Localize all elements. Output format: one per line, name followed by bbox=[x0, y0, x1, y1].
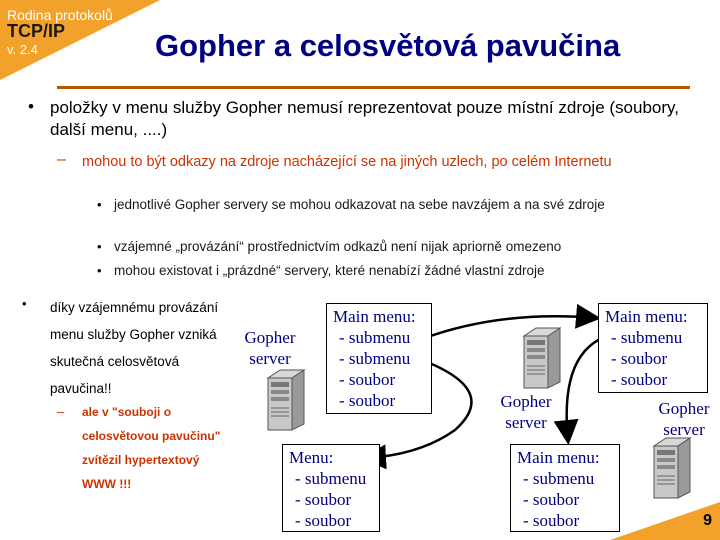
bullet-left-marker: • bbox=[22, 296, 27, 311]
bullet-level1-text: položky v menu služby Gopher nemusí reprezentovat pouze místní zdroje (soubory, další menu, ....) bbox=[50, 98, 679, 139]
menu-item: - soubor bbox=[339, 370, 396, 389]
main-menu-box bbox=[598, 303, 708, 393]
server-icon bbox=[518, 326, 566, 390]
bullet-left-sub-marker: – bbox=[57, 404, 65, 419]
bullet-level3-text: vzájemné „provázání“ prostřednictvím odkazů není nijak apriorně omezeno bbox=[114, 239, 562, 254]
menu-title: Main menu: bbox=[333, 307, 416, 326]
bullet-level2-marker: – bbox=[57, 151, 66, 168]
menu-item: - soubor bbox=[295, 511, 352, 530]
gopher-server-label: Gopher server bbox=[658, 399, 710, 439]
bullet-level2-text: mohou to být odkazy na zdroje nacházející se na jiných uzlech, po celém Internetu bbox=[82, 154, 612, 170]
menu-item: - submenu bbox=[611, 328, 683, 347]
menu-item: - soubor bbox=[523, 511, 580, 530]
server-icon bbox=[648, 436, 696, 500]
bullet-left-text: díky vzájemnému provázání menu služby Gopher vzniká skutečná celosvětová pavučina!! bbox=[50, 300, 219, 396]
bullet-level3-marker: • bbox=[97, 263, 102, 278]
menu-item: - submenu bbox=[339, 328, 411, 347]
gopher-server-label: Gopher server bbox=[500, 392, 552, 432]
menu-title: Main menu: bbox=[517, 448, 600, 467]
menu-item: - soubor bbox=[611, 370, 668, 389]
slide-title: Gopher a celosvětová pavučina bbox=[155, 28, 621, 63]
submenu-box bbox=[282, 444, 380, 532]
menu-item: - soubor bbox=[295, 490, 352, 509]
product-label: TCP/IP bbox=[7, 21, 66, 41]
menu-item: - submenu bbox=[339, 349, 411, 368]
page-number: 9 bbox=[703, 512, 712, 529]
menu-item: - soubor bbox=[523, 490, 580, 509]
menu-item: - soubor bbox=[611, 349, 668, 368]
version-label: v. 2.4 bbox=[7, 42, 38, 57]
bullet-left-sub-text: ale v "souboji o celosvětovou pavučinu" zvítězil hypertextový WWW !!! bbox=[82, 405, 221, 491]
main-menu-box bbox=[326, 303, 432, 414]
main-menu-box bbox=[510, 444, 620, 532]
menu-item: - submenu bbox=[295, 469, 367, 488]
arrow-menu1-to-menu2 bbox=[422, 316, 596, 339]
server-icon bbox=[262, 368, 310, 432]
gopher-server-label: Gopher server bbox=[244, 328, 296, 368]
bullet-level3-marker: • bbox=[97, 197, 102, 212]
bullet-level3-marker: • bbox=[97, 239, 102, 254]
menu-item: - submenu bbox=[523, 469, 595, 488]
menu-title: Menu: bbox=[289, 448, 334, 467]
menu-item: - soubor bbox=[339, 391, 396, 410]
arrow-menu2-to-menu4 bbox=[567, 339, 600, 440]
bullet-level3-text: mohou existovat i „prázdné“ servery, které nenabízí žádné vlastní zdroje bbox=[114, 263, 545, 278]
bullet-level3-text: jednotlivé Gopher servery se mohou odkazovat na sebe navzájem a na své zdroje bbox=[114, 197, 605, 212]
bullet-level1-marker: • bbox=[28, 97, 34, 116]
protocol-family-label: Rodina protokolů bbox=[7, 7, 113, 23]
menu-title: Main menu: bbox=[605, 307, 688, 326]
